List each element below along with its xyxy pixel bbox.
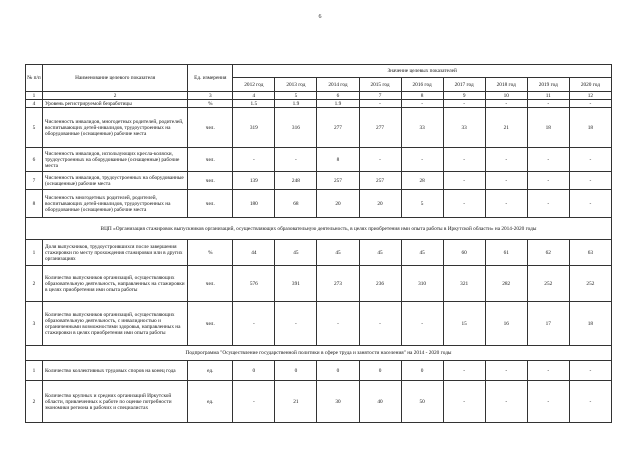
value-cell: 15: [443, 302, 485, 346]
value-cell: 50: [401, 381, 443, 423]
indicator-name: Доля выпускников, трудоустроившихся после завершения стажировки по месту прохождения стажировки или в других организациях: [43, 240, 188, 266]
value-cell: -: [569, 148, 611, 172]
value-cell: -: [443, 381, 485, 423]
value-cell: 33: [443, 108, 485, 148]
value-cell: 62: [527, 240, 569, 266]
row-num: 2: [26, 381, 43, 423]
target-indicators-table: [25, 64, 612, 423]
value-cell: -: [401, 148, 443, 172]
column-number: 12: [569, 92, 611, 100]
indicator-name: Численность инвалидов, трудоустроенных на оборудованные (оснащенные) рабочие места: [43, 172, 188, 190]
value-cell: 252: [527, 266, 569, 302]
table-row: [26, 190, 612, 218]
value-cell: 63: [569, 240, 611, 266]
unit: %: [188, 240, 233, 266]
unit: %: [188, 100, 233, 108]
section-title: ВЦП «Организация стажировок выпускников организаций, осуществляющих образовательную деятельность, в целях приобретения ими опыта работы в Иркутской области» на 2014-2020 годы: [26, 218, 612, 240]
value-cell: 17: [527, 302, 569, 346]
value-cell: 0: [359, 361, 401, 381]
header-values-title: Значение целевых показателей: [233, 65, 612, 78]
column-number: 1: [26, 92, 43, 100]
value-cell: 5: [401, 190, 443, 218]
value-cell: 282: [485, 266, 527, 302]
value-cell: -: [275, 148, 317, 172]
indicator-name: Численность многодетных родителей, родителей, воспитывающих детей-инвалидов, трудоустроенных на оборудованные (оснащенные) рабочие места: [43, 190, 188, 218]
value-cell: 310: [401, 266, 443, 302]
value-cell: -: [485, 100, 527, 108]
value-cell: -: [233, 302, 275, 346]
column-number: 2: [43, 92, 188, 100]
value-cell: 20: [359, 190, 401, 218]
value-cell: -: [233, 381, 275, 423]
header-year: 2015 год: [359, 78, 401, 92]
column-number: 10: [485, 92, 527, 100]
value-cell: 45: [359, 240, 401, 266]
column-number: 9: [443, 92, 485, 100]
table-body: [26, 100, 612, 423]
value-cell: -: [359, 100, 401, 108]
value-cell: -: [317, 302, 359, 346]
value-cell: 45: [317, 240, 359, 266]
value-cell: 277: [317, 108, 359, 148]
value-cell: 33: [401, 108, 443, 148]
value-cell: 321: [443, 266, 485, 302]
unit: чел.: [188, 266, 233, 302]
header-name: Наименование целевого показателя: [43, 65, 188, 92]
value-cell: 44: [233, 240, 275, 266]
value-cell: 236: [359, 266, 401, 302]
header-num: № п/п: [26, 65, 43, 92]
value-cell: 1.9: [317, 100, 359, 108]
value-cell: 257: [317, 172, 359, 190]
table-row: [26, 108, 612, 148]
indicator-name: Количество крупных и средних организаций Иркутской области, привлеченных к работе по оценке потребности экономики региона в рабочих и специалистах: [43, 381, 188, 423]
row-num: 1: [26, 361, 43, 381]
value-cell: 0: [233, 361, 275, 381]
value-cell: 68: [275, 190, 317, 218]
value-cell: 0: [401, 361, 443, 381]
table-row: [26, 361, 612, 381]
value-cell: 8: [317, 148, 359, 172]
header-year: 2017 год: [443, 78, 485, 92]
table-row: [26, 302, 612, 346]
table-row: [26, 266, 612, 302]
table-row: [26, 381, 612, 423]
column-number: 8: [401, 92, 443, 100]
row-num: 6: [26, 148, 43, 172]
value-cell: -: [485, 172, 527, 190]
value-cell: 248: [275, 172, 317, 190]
header-unit: Ед. измерения: [188, 65, 233, 92]
table-row: [26, 100, 612, 108]
section-title: Подпрограмма "Осуществление государственной политики в сфере труда и занятости населения" на 2014 - 2020 годы: [26, 346, 612, 361]
indicator-name: Количество коллективных трудовых споров на конец года: [43, 361, 188, 381]
header-year: 2019 год: [527, 78, 569, 92]
value-cell: -: [401, 302, 443, 346]
value-cell: -: [569, 190, 611, 218]
value-cell: -: [485, 148, 527, 172]
column-number: 6: [317, 92, 359, 100]
unit: чел.: [188, 148, 233, 172]
value-cell: 273: [317, 266, 359, 302]
row-num: 2: [26, 266, 43, 302]
value-cell: -: [485, 190, 527, 218]
value-cell: 0: [317, 361, 359, 381]
value-cell: -: [569, 172, 611, 190]
indicator-name: Количество выпускников организаций, осуществляющих образовательную деятельность, направленных на стажировки в целях приобретения ими опыта работы: [43, 266, 188, 302]
value-cell: 391: [275, 266, 317, 302]
value-cell: -: [443, 361, 485, 381]
value-cell: -: [527, 190, 569, 218]
value-cell: -: [527, 361, 569, 381]
section-row: [26, 218, 612, 240]
value-cell: -: [443, 190, 485, 218]
value-cell: -: [485, 361, 527, 381]
value-cell: -: [527, 381, 569, 423]
value-cell: 316: [275, 108, 317, 148]
indicator-name: Количество выпускников организаций, осуществляющих образовательную деятельность, с инвалидностью и ограниченными возможностями здоровья, направленных на стажировки в целях приобретения ими опыта работы: [43, 302, 188, 346]
value-cell: 0: [275, 361, 317, 381]
value-cell: 20: [317, 190, 359, 218]
value-cell: -: [527, 172, 569, 190]
value-cell: 60: [443, 240, 485, 266]
row-num: 5: [26, 108, 43, 148]
table-row: [26, 172, 612, 190]
value-cell: -: [569, 381, 611, 423]
value-cell: 21: [485, 108, 527, 148]
unit: ед.: [188, 381, 233, 423]
header-year: 2014 год: [317, 78, 359, 92]
value-cell: 180: [233, 190, 275, 218]
indicator-name: Численность инвалидов, многодетных родителей, родителей, воспитывающих детей-инвалидов, трудоустроенных на оборудованные (оснащенные) рабочие места: [43, 108, 188, 148]
value-cell: -: [485, 381, 527, 423]
value-cell: -: [275, 302, 317, 346]
value-cell: 45: [401, 240, 443, 266]
row-num: 1: [26, 240, 43, 266]
header-year: 2016 год: [401, 78, 443, 92]
value-cell: -: [359, 148, 401, 172]
column-number: 11: [527, 92, 569, 100]
value-cell: -: [233, 148, 275, 172]
value-cell: 252: [569, 266, 611, 302]
value-cell: 576: [233, 266, 275, 302]
section-row: [26, 346, 612, 361]
column-number: 7: [359, 92, 401, 100]
value-cell: -: [443, 148, 485, 172]
value-cell: 1.5: [233, 100, 275, 108]
value-cell: 319: [233, 108, 275, 148]
value-cell: -: [443, 100, 485, 108]
value-cell: -: [527, 148, 569, 172]
column-number: 4: [233, 92, 275, 100]
value-cell: 277: [359, 108, 401, 148]
table-header: [26, 65, 612, 100]
value-cell: -: [527, 100, 569, 108]
table-row: [26, 148, 612, 172]
value-cell: 1.9: [275, 100, 317, 108]
unit: ед.: [188, 361, 233, 381]
value-cell: 18: [527, 108, 569, 148]
header-year: 2018 год: [485, 78, 527, 92]
row-num: 4: [26, 100, 43, 108]
table-row: [26, 240, 612, 266]
row-num: 7: [26, 172, 43, 190]
unit: чел.: [188, 172, 233, 190]
value-cell: 18: [569, 302, 611, 346]
value-cell: -: [569, 100, 611, 108]
indicator-name: Численность инвалидов, использующих кресла-коляски, трудоустроенных на оборудованные (оснащенные) рабочие места: [43, 148, 188, 172]
value-cell: 21: [275, 381, 317, 423]
unit: чел.: [188, 302, 233, 346]
value-cell: -: [359, 302, 401, 346]
column-number: 5: [275, 92, 317, 100]
value-cell: -: [401, 100, 443, 108]
value-cell: 40: [359, 381, 401, 423]
value-cell: 18: [569, 108, 611, 148]
value-cell: 61: [485, 240, 527, 266]
value-cell: 28: [401, 172, 443, 190]
column-number: 3: [188, 92, 233, 100]
unit: чел.: [188, 190, 233, 218]
value-cell: -: [443, 172, 485, 190]
value-cell: -: [569, 361, 611, 381]
header-year: 2012 год: [233, 78, 275, 92]
row-num: 8: [26, 190, 43, 218]
indicator-name: Уровень регистрируемой безработицы: [43, 100, 188, 108]
unit: чел.: [188, 108, 233, 148]
page-number: 6: [318, 14, 322, 20]
row-num: 3: [26, 302, 43, 346]
value-cell: 257: [359, 172, 401, 190]
value-cell: 30: [317, 381, 359, 423]
value-cell: 16: [485, 302, 527, 346]
value-cell: 45: [275, 240, 317, 266]
header-year: 2013 год: [275, 78, 317, 92]
value-cell: 139: [233, 172, 275, 190]
header-year: 2020 год: [569, 78, 611, 92]
